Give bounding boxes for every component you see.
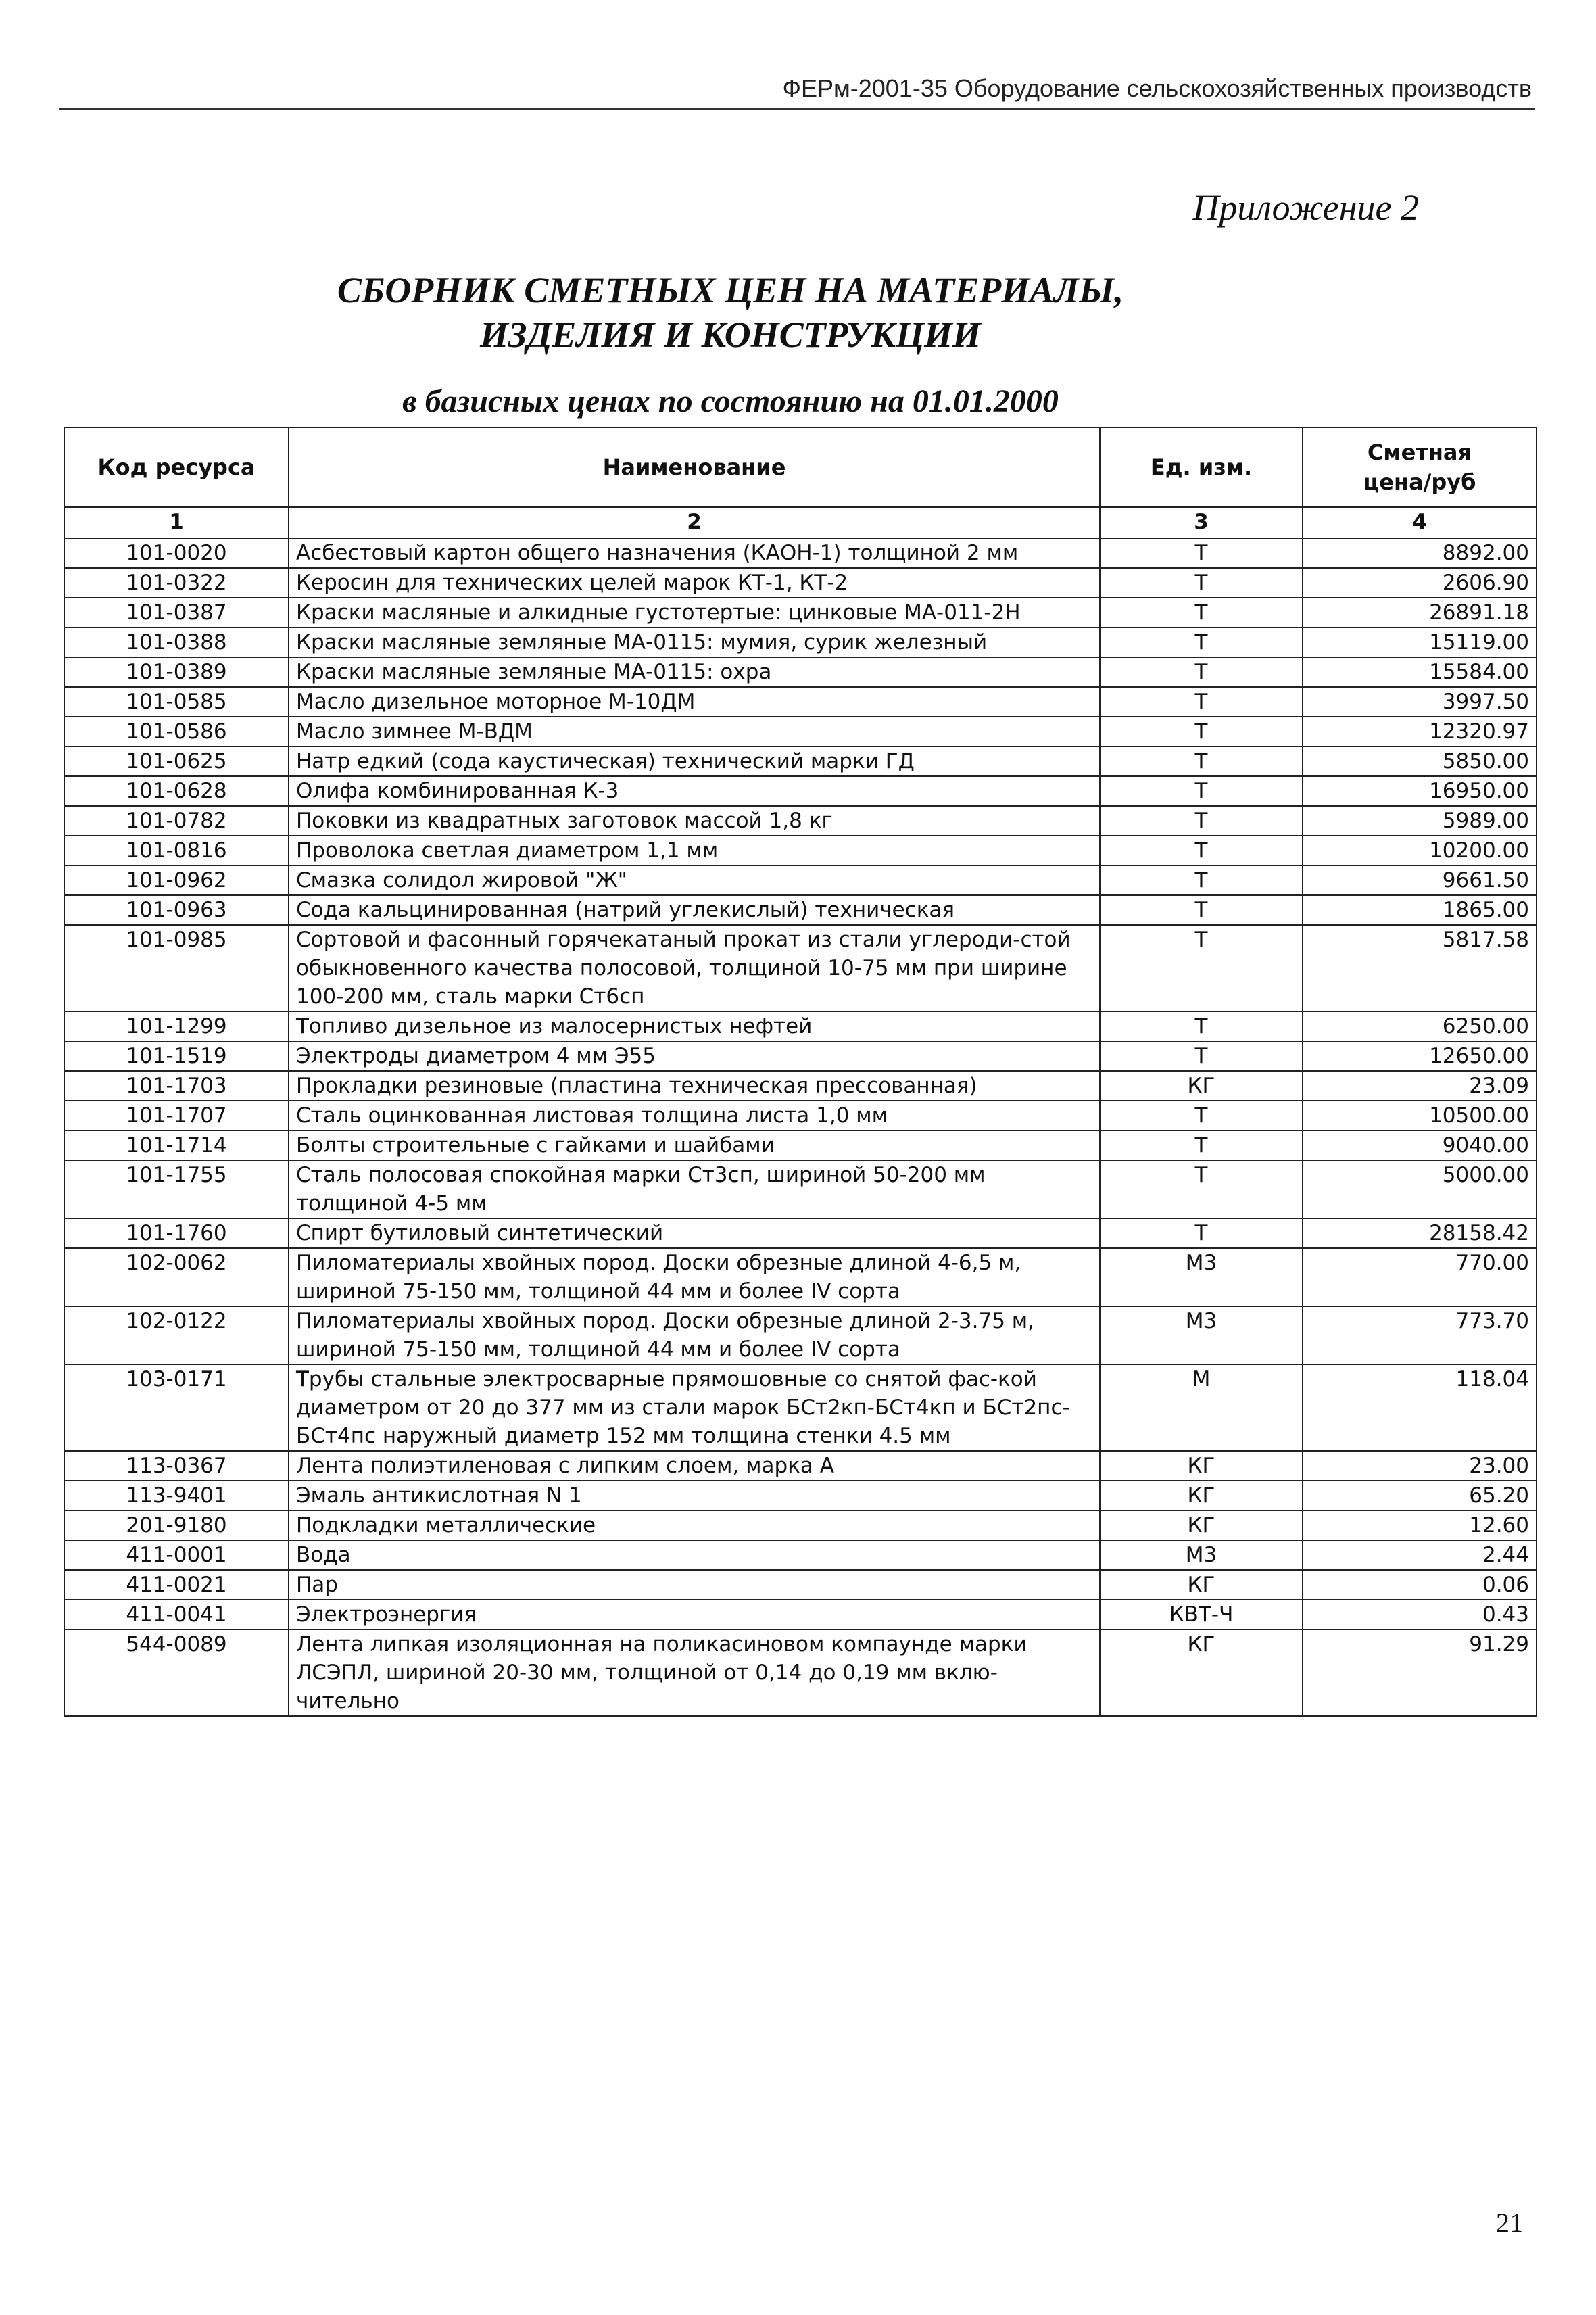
resource-code-cell: 101-0625	[64, 746, 289, 776]
header-divider	[59, 108, 1535, 110]
table-row	[64, 1570, 1537, 1600]
price-cell: 0.43	[1303, 1600, 1537, 1629]
resource-code-cell: 544-0089	[64, 1629, 289, 1716]
unit-cell: Т	[1100, 657, 1303, 687]
resource-code-cell: 101-1519	[64, 1041, 289, 1071]
resource-price-table	[64, 427, 1537, 1717]
price-cell: 5000.00	[1303, 1160, 1537, 1218]
price-cell: 12.60	[1303, 1510, 1537, 1540]
price-cell: 5817.58	[1303, 925, 1537, 1011]
table-row	[64, 1510, 1537, 1540]
running-header: ФЕРм-2001-35 Оборудование сельскохозяйственных производств	[782, 74, 1532, 102]
resource-code-cell: 101-0963	[64, 895, 289, 925]
price-cell: 12650.00	[1303, 1041, 1537, 1071]
page-number: 21	[1496, 2207, 1523, 2238]
resource-name-cell: Смазка солидол жировой "Ж"	[289, 865, 1100, 895]
column-header-price-text: Сметная цена/руб	[1363, 439, 1476, 495]
unit-cell: Т	[1100, 1041, 1303, 1071]
unit-cell: Т	[1100, 687, 1303, 717]
resource-name-cell: Краски масляные и алкидные густотертые: цинковые МА-011-2Н	[289, 598, 1100, 627]
resource-code-cell: 101-0388	[64, 627, 289, 657]
column-number-row	[64, 507, 1537, 538]
resource-code-cell: 101-1714	[64, 1130, 289, 1160]
resource-code-cell: 101-0387	[64, 598, 289, 627]
price-cell: 5989.00	[1303, 806, 1537, 836]
price-cell: 9661.50	[1303, 865, 1537, 895]
resource-code-cell: 411-0021	[64, 1570, 289, 1600]
resource-name-cell: Пар	[289, 1570, 1100, 1600]
price-cell: 2606.90	[1303, 568, 1537, 598]
resource-name-cell: Масло дизельное моторное М-10ДМ	[289, 687, 1100, 717]
resource-code-cell: 101-1299	[64, 1011, 289, 1041]
price-cell: 6250.00	[1303, 1011, 1537, 1041]
resource-name-cell: Спирт бутиловый синтетический	[289, 1218, 1100, 1248]
table-row	[64, 1629, 1537, 1716]
resource-name-cell: Керосин для технических целей марок КТ-1, КТ-2	[289, 568, 1100, 598]
resource-code-cell: 101-0985	[64, 925, 289, 1011]
unit-cell: КГ	[1100, 1481, 1303, 1510]
table-row	[64, 1306, 1537, 1364]
resource-name-cell: Масло зимнее М-ВДМ	[289, 717, 1100, 746]
resource-code-cell: 101-0585	[64, 687, 289, 717]
resource-code-cell: 101-0962	[64, 865, 289, 895]
table-row	[64, 806, 1537, 836]
resource-name-cell: Лента полиэтиленовая с липким слоем, марка А	[289, 1451, 1100, 1481]
table-row	[64, 776, 1537, 806]
table-row	[64, 1130, 1537, 1160]
resource-code-cell: 102-0122	[64, 1306, 289, 1364]
document-title	[0, 268, 1596, 357]
unit-cell: Т	[1100, 627, 1303, 657]
resource-name-cell: Эмаль антикислотная N 1	[289, 1481, 1100, 1510]
table-row	[64, 1071, 1537, 1101]
resource-code-cell: 101-0020	[64, 538, 289, 568]
resource-code-cell: 103-0171	[64, 1364, 289, 1451]
resource-code-cell: 101-0389	[64, 657, 289, 687]
price-cell: 23.00	[1303, 1451, 1537, 1481]
unit-cell: М	[1100, 1364, 1303, 1451]
resource-code-cell: 101-1755	[64, 1160, 289, 1218]
unit-cell: Т	[1100, 746, 1303, 776]
unit-cell: Т	[1100, 776, 1303, 806]
price-cell: 773.70	[1303, 1306, 1537, 1364]
unit-cell: КГ	[1100, 1510, 1303, 1540]
resource-code-cell: 102-0062	[64, 1248, 289, 1306]
unit-cell: Т	[1100, 836, 1303, 865]
unit-cell: Т	[1100, 1218, 1303, 1248]
resource-code-cell: 101-1707	[64, 1101, 289, 1130]
unit-cell: Т	[1100, 717, 1303, 746]
price-cell: 770.00	[1303, 1248, 1537, 1306]
price-cell: 26891.18	[1303, 598, 1537, 627]
unit-cell: Т	[1100, 1130, 1303, 1160]
resource-code-cell: 201-9180	[64, 1510, 289, 1540]
unit-cell: КВТ-Ч	[1100, 1600, 1303, 1629]
title-line-2: ИЗДЕЛИЯ И КОНСТРУКЦИИ	[479, 314, 982, 355]
price-cell: 65.20	[1303, 1481, 1537, 1510]
table-row	[64, 1160, 1537, 1218]
resource-name-cell: Сода кальцинированная (натрий углекислый) техническая	[289, 895, 1100, 925]
column-header-code: Код ресурса	[64, 427, 289, 507]
resource-name-cell: Натр едкий (сода каустическая) технический марки ГД	[289, 746, 1100, 776]
table-row	[64, 1451, 1537, 1481]
table-row	[64, 1364, 1537, 1451]
resource-name-cell: Сортовой и фасонный горячекатаный прокат из стали углероди-стой обыкновенного качества полосовой, толщиной 10-75 мм при ширине 100-200 мм, сталь марки Ст6сп	[289, 925, 1100, 1011]
table-row	[64, 1011, 1537, 1041]
table-row	[64, 1540, 1537, 1570]
resource-name-cell: Подкладки металлические	[289, 1510, 1100, 1540]
resource-name-cell: Пиломатериалы хвойных пород. Доски обрезные длиной 4-6,5 м, шириной 75-150 мм, толщиной 44 мм и более IV сорта	[289, 1248, 1100, 1306]
resource-name-cell: Болты строительные с гайками и шайбами	[289, 1130, 1100, 1160]
price-cell: 16950.00	[1303, 776, 1537, 806]
table-row	[64, 1481, 1537, 1510]
table-row	[64, 1218, 1537, 1248]
price-cell: 9040.00	[1303, 1130, 1537, 1160]
column-header-price	[1303, 427, 1537, 507]
resource-code-cell: 101-0628	[64, 776, 289, 806]
resource-name-cell: Вода	[289, 1540, 1100, 1570]
price-cell: 5850.00	[1303, 746, 1537, 776]
unit-cell: КГ	[1100, 1570, 1303, 1600]
unit-cell: КГ	[1100, 1629, 1303, 1716]
unit-cell: Т	[1100, 1160, 1303, 1218]
unit-cell: КГ	[1100, 1451, 1303, 1481]
resource-name-cell: Краски масляные земляные МА-0115: охра	[289, 657, 1100, 687]
table-row	[64, 865, 1537, 895]
unit-cell: Т	[1100, 568, 1303, 598]
resource-code-cell: 101-0322	[64, 568, 289, 598]
table-row	[64, 746, 1537, 776]
table-row	[64, 717, 1537, 746]
unit-cell: Т	[1100, 895, 1303, 925]
price-cell: 0.06	[1303, 1570, 1537, 1600]
price-cell: 10500.00	[1303, 1101, 1537, 1130]
price-cell: 28158.42	[1303, 1218, 1537, 1248]
resource-code-cell: 101-0782	[64, 806, 289, 836]
table-row	[64, 1248, 1537, 1306]
table-row	[64, 568, 1537, 598]
unit-cell: М3	[1100, 1540, 1303, 1570]
resource-name-cell: Сталь полосовая спокойная марки Ст3сп, шириной 50-200 мм толщиной 4-5 мм	[289, 1160, 1100, 1218]
price-cell: 3997.50	[1303, 687, 1537, 717]
unit-cell: М3	[1100, 1248, 1303, 1306]
unit-cell: Т	[1100, 1011, 1303, 1041]
column-number: 3	[1100, 507, 1303, 538]
unit-cell: Т	[1100, 806, 1303, 836]
resource-name-cell: Топливо дизельное из малосернистых нефтей	[289, 1011, 1100, 1041]
unit-cell: Т	[1100, 1101, 1303, 1130]
table-row	[64, 1041, 1537, 1071]
title-line-1: СБОРНИК СМЕТНЫХ ЦЕН НА МАТЕРИАЛЫ,	[337, 270, 1124, 310]
unit-cell: М3	[1100, 1306, 1303, 1364]
resource-code-cell: 101-0586	[64, 717, 289, 746]
resource-name-cell: Электроды диаметром 4 мм Э55	[289, 1041, 1100, 1071]
price-cell: 12320.97	[1303, 717, 1537, 746]
appendix-label: Приложение 2	[1192, 187, 1419, 228]
table-row	[64, 627, 1537, 657]
unit-cell: Т	[1100, 538, 1303, 568]
table-row	[64, 598, 1537, 627]
resource-code-cell: 411-0041	[64, 1600, 289, 1629]
column-number: 2	[289, 507, 1100, 538]
column-number: 1	[64, 507, 289, 538]
price-cell: 15584.00	[1303, 657, 1537, 687]
resource-name-cell: Прокладки резиновые (пластина техническая прессованная)	[289, 1071, 1100, 1101]
table-row	[64, 1600, 1537, 1629]
table-row	[64, 836, 1537, 865]
resource-name-cell: Поковки из квадратных заготовок массой 1,8 кг	[289, 806, 1100, 836]
column-number: 4	[1303, 507, 1537, 538]
resource-name-cell: Проволока светлая диаметром 1,1 мм	[289, 836, 1100, 865]
resource-name-cell: Сталь оцинкованная листовая толщина листа 1,0 мм	[289, 1101, 1100, 1130]
column-header-unit: Ед. изм.	[1100, 427, 1303, 507]
resource-name-cell: Краски масляные земляные МА-0115: мумия, сурик железный	[289, 627, 1100, 657]
resource-name-cell: Олифа комбинированная К-3	[289, 776, 1100, 806]
resource-name-cell: Лента липкая изоляционная на поликасиновом компаунде марки ЛСЭПЛ, шириной 20-30 мм, толщиной от 0,14 до 0,19 мм вклю-чительно	[289, 1629, 1100, 1716]
resource-name-cell: Электроэнергия	[289, 1600, 1100, 1629]
document-subtitle: в базисных ценах по состоянию на 01.01.2000	[402, 383, 1059, 419]
table-header-row	[64, 427, 1537, 507]
table-row	[64, 895, 1537, 925]
table-row	[64, 687, 1537, 717]
unit-cell: Т	[1100, 925, 1303, 1011]
table-row	[64, 657, 1537, 687]
resource-code-cell: 101-1703	[64, 1071, 289, 1101]
resource-name-cell: Пиломатериалы хвойных пород. Доски обрезные длиной 2-3.75 м, шириной 75-150 мм, толщиной 44 мм и более IV сорта	[289, 1306, 1100, 1364]
unit-cell: КГ	[1100, 1071, 1303, 1101]
table-row	[64, 925, 1537, 1011]
price-cell: 23.09	[1303, 1071, 1537, 1101]
resource-code-cell: 113-0367	[64, 1451, 289, 1481]
table-row	[64, 1101, 1537, 1130]
price-cell: 91.29	[1303, 1629, 1537, 1716]
resource-code-cell: 411-0001	[64, 1540, 289, 1570]
price-cell: 1865.00	[1303, 895, 1537, 925]
resource-code-cell: 101-0816	[64, 836, 289, 865]
price-cell: 8892.00	[1303, 538, 1537, 568]
price-cell: 10200.00	[1303, 836, 1537, 865]
resource-code-cell: 113-9401	[64, 1481, 289, 1510]
column-header-name: Наименование	[289, 427, 1100, 507]
price-cell: 15119.00	[1303, 627, 1537, 657]
price-cell: 2.44	[1303, 1540, 1537, 1570]
resource-name-cell: Асбестовый картон общего назначения (КАОН-1) толщиной 2 мм	[289, 538, 1100, 568]
unit-cell: Т	[1100, 865, 1303, 895]
unit-cell: Т	[1100, 598, 1303, 627]
table-row	[64, 538, 1537, 568]
price-cell: 118.04	[1303, 1364, 1537, 1451]
resource-code-cell: 101-1760	[64, 1218, 289, 1248]
resource-name-cell: Трубы стальные электросварные прямошовные со снятой фас-кой диаметром от 20 до 377 мм из стали марок БСт2кп-БСт4кп и БСт2пс-БСт4пс наружный диаметр 152 мм толщина стенки 4.5 мм	[289, 1364, 1100, 1451]
